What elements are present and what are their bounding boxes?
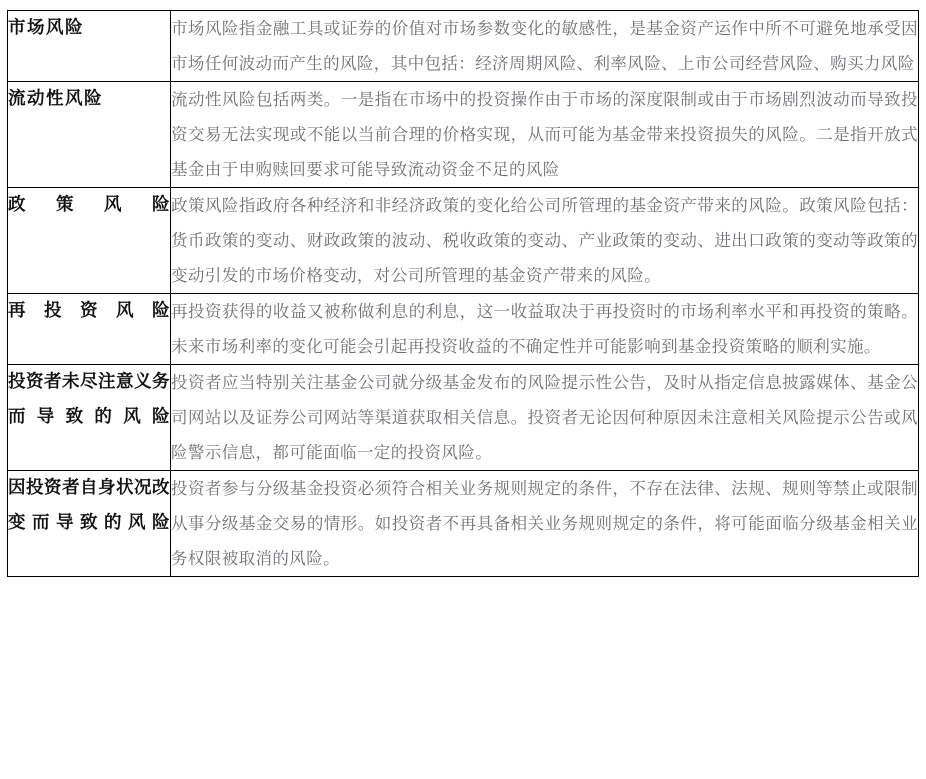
risk-label-cell: [8, 365, 171, 471]
risk-description-text: 再投资获得的收益又被称做利息的利息，这一收益取决于再投资时的市场利率水平和再投资的策略。未来市场利率的变化可能会引起再投资收益的不确定性并可能影响到基金投资策略的顺利实施。: [171, 302, 918, 356]
risk-description-text: 市场风险指金融工具或证券的价值对市场参数变化的敏感性，是基金资产运作中所不可避免地承受因市场任何波动而产生的风险，其中包括：经济周期风险、利率风险、上市公司经营风险、购买力风险: [171, 19, 918, 73]
table-body: [8, 11, 919, 577]
risk-label-cell: [8, 11, 171, 82]
risk-description-cell: [171, 365, 919, 471]
table-row: [8, 11, 919, 82]
risk-description-cell: [171, 11, 919, 82]
risk-label-cell: [8, 188, 171, 294]
table-row: [8, 365, 919, 471]
risk-description-text: 投资者应当特别关注基金公司就分级基金发布的风险提示性公告，及时从指定信息披露媒体、基金公司网站以及证券公司网站等渠道获取相关信息。投资者无论因何种原因未注意相关风险提示公告或风险警示信息，都可能面临一定的投资风险。: [171, 373, 918, 462]
risk-disclosure-table: [7, 10, 919, 577]
risk-label-text: 市场风险: [8, 18, 84, 38]
risk-description-cell: [171, 294, 919, 365]
table-row: [8, 471, 919, 577]
risk-description-cell: [171, 188, 919, 294]
risk-description-text: 政策风险指政府各种经济和非经济政策的变化给公司所管理的基金资产带来的风险。政策风险包括：货币政策的变动、财政政策的波动、税收政策的变动、产业政策的变动、进出口政策的变动等政策的变动引发的市场价格变动，对公司所管理的基金资产带来的风险。: [171, 196, 918, 285]
risk-label-cell: [8, 82, 171, 188]
table-row: [8, 188, 919, 294]
risk-description-cell: [171, 471, 919, 577]
risk-label-text: 政策风险: [8, 195, 170, 215]
risk-label-text: 再投资风险: [8, 301, 170, 321]
risk-label-cell: [8, 471, 171, 577]
risk-description-text: 投资者参与分级基金投资必须符合相关业务规则规定的条件，不存在法律、法规、规则等禁止或限制从事分级基金交易的情形。如投资者不再具备相关业务规则规定的条件，将可能面临分级基金相关业务权限被取消的风险。: [171, 479, 918, 568]
risk-label-text: 投资者未尽注意义务而导致的风险: [8, 372, 170, 427]
risk-label-text: 流动性风险: [8, 89, 103, 109]
risk-description-text: 流动性风险包括两类。一是指在市场中的投资操作由于市场的深度限制或由于市场剧烈波动而导致投资交易无法实现或不能以当前合理的价格实现，从而可能为基金带来投资损失的风险。二是指开放式基金由于申购赎回要求可能导致流动资金不足的风险: [171, 90, 918, 179]
table-row: [8, 82, 919, 188]
table-row: [8, 294, 919, 365]
risk-description-cell: [171, 82, 919, 188]
risk-label-text: 因投资者自身状况改变而导致的风险: [8, 478, 170, 533]
risk-label-cell: [8, 294, 171, 365]
